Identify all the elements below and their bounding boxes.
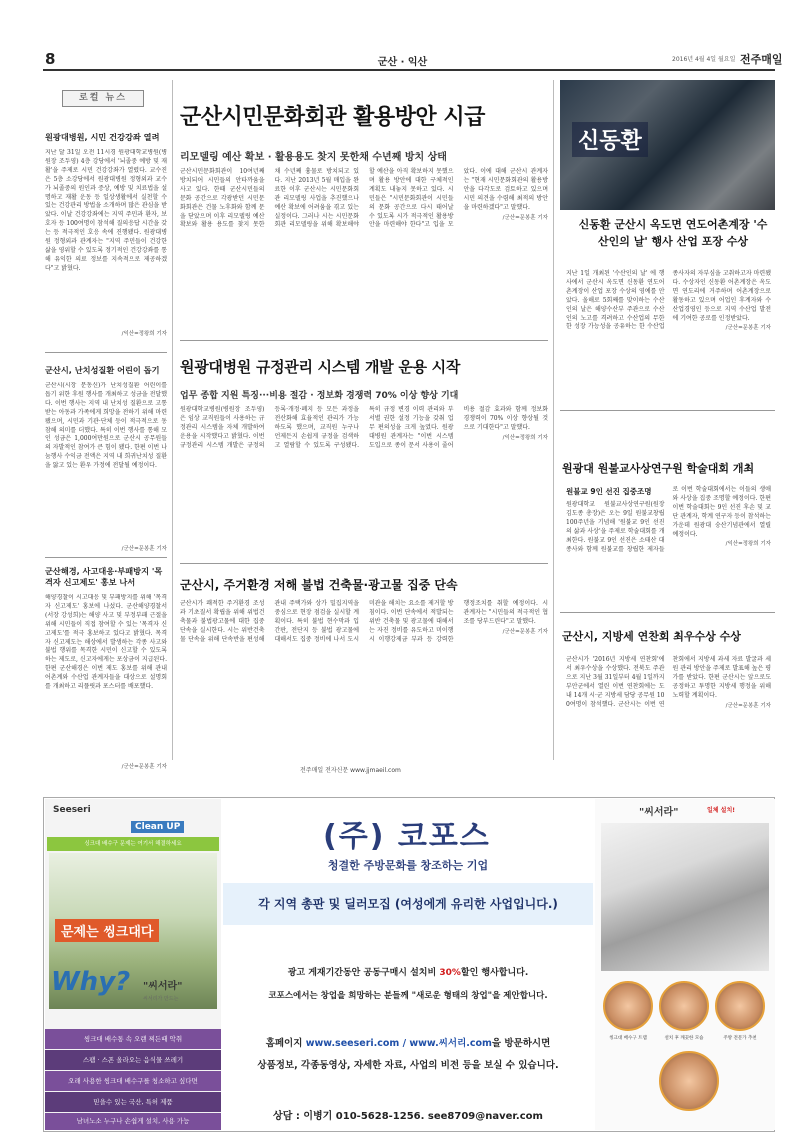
product-subtitle: 씨서리가 만드는 <box>143 996 179 1002</box>
discount-promo <box>223 965 593 978</box>
why-heading: Why? <box>51 967 131 997</box>
section-name: 군산 · 익산 <box>377 57 428 68</box>
homepage-label: 홈페이지 <box>265 1038 306 1049</box>
detail-photo <box>659 981 709 1031</box>
ad-feature-stripe: 스팸 · 스폰 올라오는 음식물 쓰레기 <box>45 1050 221 1070</box>
product-name: "씨서라" <box>143 981 183 992</box>
startup-promo: 코포스에서는 창업을 희망하는 분들께 "새로운 형태의 창업"을 제안합니다. <box>268 991 548 1001</box>
chef-photo <box>659 1051 719 1111</box>
page-number: 8 <box>45 50 56 68</box>
ad-feature-stripe: 남녀노소 누구나 손쉽게 설치, 사용 가능 <box>45 1113 221 1130</box>
product-name: "씨서라" <box>639 807 679 818</box>
paper-name: 전주매일 <box>740 53 783 66</box>
photo-story-body <box>566 270 771 390</box>
promo-text: 광고 게재기간동안 공동구매시 설치비 <box>287 968 440 978</box>
header-rule <box>43 69 775 71</box>
kopos-advertisement <box>223 799 593 1130</box>
brief-body: 군산시(시장 문동신)가 난치성질환 어린이를 돕기 위한 후원 행사를 개최하고 성금을 전달했다. 이번 행사는 지역 내 난치성 질환으로 고통받는 아동과 가족에게 희망을 전하기 위해 마련됐으며, 시민과 기관·단체 등이 적극적으로 동참해 의미를 더했다. 특히 이번 행사를 통해 모인 성금은 1,000여만원으로 군산시 공무원들의 자발적인 참여가 큰 힘이 됐다. 한편 이번 나눔행사 수익금 전액은 지역 내 희귀난치성 질환을 앓고 있는 환우 가정에 전달될 예정이다. <box>45 382 167 470</box>
ad-green-banner: 싱크대 배수구 문제는 여기서 해결하세요 <box>47 837 219 851</box>
photo-story-text: 지난 1일 개최된 '수산인의 날' 에 행사에서 군산시 옥도면 신동환 연도어촌계장이 산업 포장 수상의 영예를 안았다. 올해로 5회째를 맞이하는 수산인의 날은 해양수산부 주관으로 수산인의 노고를 격려하고 수산업의 무한한 성장 가능성을 공유하는 한 수산업 종사자의 자부심을 고취하고자 마련됐다. 수상자인 신동환 어촌계장은 옥도면 연도리에 거주하며 어촌계장으로 활동하고 있으며 어업인 후계자와 수산업경영인 등으로 지역 수산업 발전에 기여한 공로를 인정받았다. <box>566 270 771 331</box>
left-advertisement <box>45 799 221 1130</box>
system-byline: /익산=정왕희 기자 <box>502 434 548 441</box>
brief-byline: /군산=문봉훈 기자 <box>121 546 167 552</box>
brief-byline: /군산=문봉훈 기자 <box>121 764 167 770</box>
photo-caption: 설치 후 깨끗한 모습 <box>664 1036 704 1041</box>
academic-headline: 원광대 원불교사상연구원 학술대회 개최 <box>562 462 755 475</box>
brief-body: 해양경찰이 시고대응 및 부패방지를 위해 '목격자 신고제도' 홍보에 나섰다. 군산해양경찰서(서장 강성희)는 해양 사고 및 부정부패 근절을 위해 시민들이 직접 참여할 수 있는 '목격자 신고제도'를 적극 홍보하고 있다고 밝혔다. 목격자 신고제도는 해상에서 발생하는 각종 사고와 불법 행위를 목격한 시민이 신고할 수 있도록 하는 제도로, 신고자에게는 포상금이 지급된다. 한편 군산해경은 이번 제도 홍보를 위해 관내 어촌계와 수산업 관계자들을 대상으로 설명회를 개최하고 리플릿과 포스터를 배포했다. <box>45 594 167 691</box>
kopos-tagline: 청결한 주방문화를 창조하는 기업 <box>327 859 489 872</box>
homepage-suffix: 을 방문하시면 <box>491 1038 551 1049</box>
story-divider <box>180 340 548 341</box>
lead-body <box>180 168 548 333</box>
tax-award-headline: 군산시, 지방세 연찬회 최우수상 수상 <box>562 630 741 643</box>
crackdown-body <box>180 600 548 740</box>
academic-body-text: 원광대학교 원불교사상연구원(원장 김도종 총장)은 오는 9일 원불교창립 100주년을 기념해 '원불교 9인 선진의 삶과 사상'을 주제로 학술대회를 개최한다. 원불교 9인 선진은 소태산 대종사와 함께 원불교를 창립한 제자들로 이번 학술대회에서는 이들의 생애와 사상을 집중 조명할 예정이다. 한편 이번 학술대회는 9인 선진 후손 및 교단 관계자, 학계 연구자 등이 참석하는 가운데 원광대 숭산기념관에서 열릴 예정이다. <box>566 486 771 553</box>
column-divider <box>172 80 173 760</box>
brief-title: 원광대병원, 시민 건강강좌 열려 <box>45 132 160 142</box>
crackdown-body-text: 군산시가 쾌적한 주거환경 조성과 기초질서 확립을 위해 위법건축물과 불법광고물에 대한 집중 단속을 실시한다. 시는 위반건축물 단속을 위해 단속반을 편성해 관내 주택가와 상가 밀집지역을 중심으로 현장 점검을 실시할 계획이다. 특히 불법 현수막과 입간판, 전단지 등 불법 광고물에 대해서도 집중 정비에 나서 도시 미관을 해치는 요소를 제거할 방침이다. 이번 단속에서 적발되는 위반 건축물 및 광고물에 대해서는 자진 정비를 유도하고 미이행 시 이행강제금 부과 등 강력한 행정조치를 취할 예정이다. 시 관계자는 "시민들의 적극적인 협조를 당부드린다"고 말했다. <box>180 600 548 643</box>
contact-line: 상담 : 이병기 010-5628-1256. see8709@naver.com <box>273 1111 543 1122</box>
photo-caption: 씽크대 배수구 트랩 <box>609 1036 647 1041</box>
brief-divider <box>45 352 167 353</box>
ad-brand: Seeseri <box>53 805 91 815</box>
clean-up-badge: Clean UP <box>131 821 184 833</box>
brief-article <box>45 132 167 337</box>
brief-title: 군산해경, 사고대응·부패방지 '목격자 신고제도' 홍보 나서 <box>45 566 163 587</box>
photo-story-byline: /군산=문봉훈 기자 <box>725 325 771 332</box>
detail-photo <box>603 981 653 1031</box>
homepage-link[interactable]: www.seeseri.com / www.씨서리.com <box>305 1038 492 1049</box>
story-divider <box>560 410 775 411</box>
info-line: 상품정보, 각종동영상, 자세한 자료, 사업의 비전 등을 보실 수 있습니다. <box>257 1060 559 1071</box>
right-advertisement <box>595 799 775 1130</box>
sink-photo <box>601 823 769 971</box>
story-divider <box>180 563 548 564</box>
brief-body: 지난 달 31일 오전 11시경 원광대학교병원(병원장 조두영) 4층 강당에서 '뇌졸중 예방 및 재활'을 주제로 시민 건강강좌가 열렸다. 교수진은 5층 소강당에서 원광대병원 정형외과 교수가 뇌졸중의 원인과 증상, 예방 및 치료법을 설명하고 재활 운동 등 일상생활에서 실천할 수 있는 건강관리 방법을 소개하며 많은 관심을 받았다. 이날 건강강좌에는 지역 주민과 환자, 보호자 등 100여명이 참석해 질의응답 시간을 갖는 등 적극적인 호응 속에 진행됐다. 원광대병원 정형외과 관계자는 "지역 주민들이 건강한 삶을 영위할 수 있도록 정기적인 건강강좌를 통해 유익한 의료 정보를 지속적으로 제공하겠다"고 밝혔다. <box>45 149 167 272</box>
photo-caption: 주방 전문가 추천 <box>723 1036 757 1041</box>
lead-headline: 군산시민문화회관 활용방안 시급 <box>180 105 485 130</box>
story-divider <box>560 612 775 613</box>
promo-discount: 30% <box>439 968 461 978</box>
local-news-logo: 로컬 뉴스 <box>62 90 144 107</box>
detail-photo <box>715 981 765 1031</box>
ad-feature-stripe: 씽크대 배수통 속 오랜 찌든때 악취 <box>45 1029 221 1049</box>
install-label: 일체 설치! <box>707 807 736 814</box>
tax-award-text: 군산시가 '2016년 지방세 연찬회'에서 최우수상을 수상했다. 전북도 주관으로 지난 3월 31일부터 4월 1일까지 부안군에서 열린 이번 연찬회에는 도내 14개 시·군 지방세 담당 공무원 100여명이 참석했다. 군산시는 이번 연찬회에서 지방세 과세 자료 발굴과 세원 관리 방안을 주제로 발표해 높은 평가를 받았다. 한편 군산시는 앞으로도 공정하고 투명한 지방세 행정을 위해 노력할 계획이다. <box>566 656 771 708</box>
tax-award-byline: /군산=문봉훈 기자 <box>725 702 771 709</box>
e-paper-notice: 전주매일 전자신문 www.jjmaeil.com <box>300 767 401 774</box>
photo-story-headline: 신동환 군산시 옥도면 연도어촌계장 '수산인의 날' 행사 산업 포장 수상 <box>578 218 768 248</box>
ad-feature-stripe: 믿을수 있는 국산, 특허 제품 <box>45 1092 221 1112</box>
column-divider <box>553 80 554 760</box>
crackdown-headline: 군산시, 주거환경 저해 불법 건축물·광고물 집중 단속 <box>180 578 458 592</box>
lead-byline: /군산=문봉훈 기자 <box>502 214 548 221</box>
tax-award-body <box>566 656 771 754</box>
crackdown-byline: /군산=문봉훈 기자 <box>502 628 548 635</box>
system-subheadline: 업무 종합 지원 특징···비용 절감 · 정보화 경쟁력 70% 이상 향상 기대 <box>180 391 459 401</box>
brief-article <box>45 566 167 770</box>
academic-body <box>566 486 771 604</box>
academic-subhead: 원불교 9인 선진 집중조명 <box>566 487 652 496</box>
kopos-brand: (주) 코포스 <box>323 819 491 854</box>
system-body <box>180 406 548 558</box>
brief-byline: /익산=정왕희 기자 <box>121 331 167 337</box>
brief-divider <box>45 557 167 558</box>
brief-title: 군산시, 난치성질환 어린이 돕기 <box>45 365 160 375</box>
issue-date: 2016년 4월 4일 월요일 <box>672 56 736 63</box>
sink-problem-banner: 문제는 씽크대다 <box>55 919 159 942</box>
homepage-line <box>223 1035 593 1049</box>
promo-text-end: 할인 행사합니다. <box>460 968 529 978</box>
brief-article <box>45 365 167 552</box>
lead-body-text: 군산시민문화회관이 10여년째 방치되어 시민들의 안타까움을 사고 있다. 한때 군산시민들의 문화 공간으로 각광받던 시민문화회관은 건물 노후화와 함께 문을 닫았으며 이후 리모델링 예산 확보와 활용 용도를 찾지 못한 채 수년째 흉물로 방치되고 있다. 지난 2013년 5월 매입을 완료한 이후 군산시는 시민문화회관 리모델링 사업을 추진했으나 예산 확보에 어려움을 겪고 있는 실정이다. 그러나 시는 시민문화회관 리모델링을 위해 확보해야 할 예산을 아직 확보하지 못했으며 활용 방안에 대한 구체적인 계획도 내놓지 못하고 있다. 시민들은 "시민문화회관이 시민들의 문화 공간으로 다시 태어날 수 있도록 시가 적극적인 활용방안을 마련해야 한다"고 입을 모았다. 이에 대해 군산시 관계자는 "현재 시민문화회관의 활용방안을 다각도로 검토하고 있으며 시민 의견을 수렴해 최적의 방안을 마련하겠다"고 말했다. <box>180 168 548 229</box>
system-headline: 원광대병원 규정관리 시스템 개발 운용 시작 <box>180 358 461 376</box>
academic-byline: /익산=정왕희 기자 <box>725 541 771 548</box>
dealer-recruit-banner: 각 지역 총판 및 딜러모집 (여성에게 유리한 사업입니다.) <box>223 883 593 925</box>
system-body-text: 원광대학교병원(병원장 조두영)은 임상 교직원들이 사용하는 규정관리 시스템을 자체 개발하여 운용을 시작했다고 밝혔다. 이번 규정관리 시스템 개발은 규정의 등록·개정·폐지 등 모든 과정을 전산화해 효율적인 관리가 가능하도록 했으며, 교직원 누구나 언제든지 손쉽게 규정을 검색하고 열람할 수 있도록 구성됐다. 특히 규정 변경 이력 관리와 부서별 권한 설정 기능을 갖춰 업무 편의성을 크게 높였다. 원광대병원 관계자는 "이번 시스템 도입으로 종이 문서 사용이 줄어 비용 절감 효과와 함께 정보화 경쟁력이 70% 이상 향상될 것으로 기대한다"고 말했다. <box>180 406 548 449</box>
lead-subheadline: 리모델링 예산 확보 · 활용용도 찾지 못한채 수년째 방치 상태 <box>180 152 447 163</box>
ad-feature-stripe: 오래 사용한 씽크대 배수구를 청소하고 싶다면 <box>45 1071 221 1091</box>
photo-banner-text: 신동환 <box>572 122 648 157</box>
award-photo <box>560 80 775 210</box>
